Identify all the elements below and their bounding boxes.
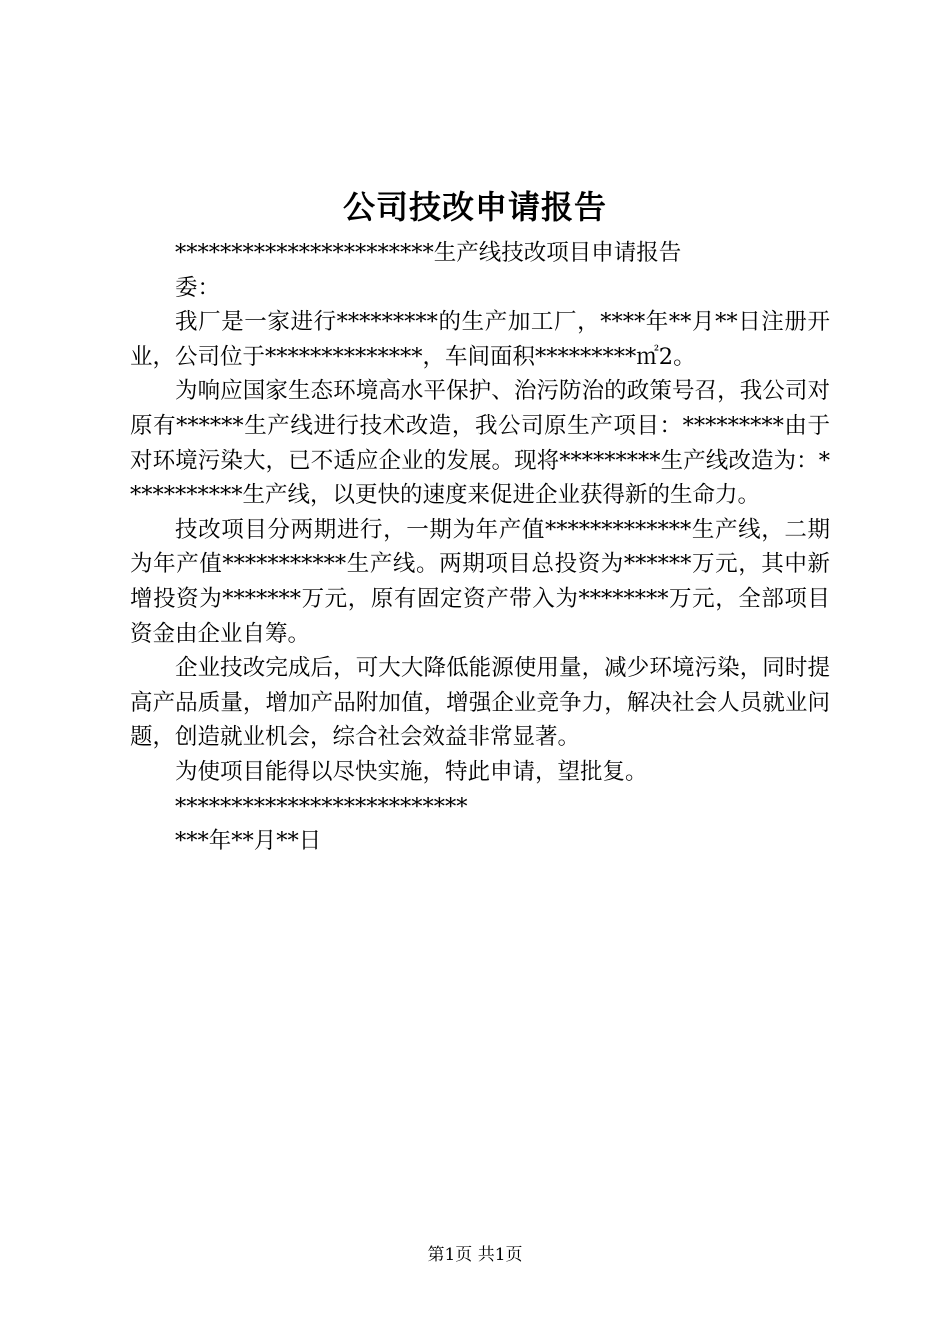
page-footer: 第1页 共1页	[427, 1245, 523, 1265]
document-title: 公司技改申请报告	[342, 188, 607, 226]
paragraph-investment: 技改项目分两期进行，一期为年产值*************生产线，二期为年产值***********生产线。两期项目总投资为******万元，其中新增投资为*******万元，原有固定资产带入为********万元，全部项目资金由企业自筹。	[130, 516, 830, 647]
paragraph-company-intro: 我厂是一家进行*********的生产加工厂，****年**月**日注册开业，公司位于**************，车间面积*********㎡2。	[130, 309, 830, 370]
paragraph-benefits: 企业技改完成后，可大大降低能源使用量，减少环境污染，同时提高产品质量，增加产品附加值，增强企业竞争力，解决社会人员就业问题，创造就业机会，综合社会效益非常显著。	[130, 655, 830, 751]
signature-line: **************************	[175, 793, 468, 820]
paragraph-project-purpose: 为响应国家生态环境高水平保护、治污防治的政策号召，我公司对原有******生产线进行技术改造，我公司原生产项目：*********由于对环境污染大，已不适应企业的发展。现将*********生产线改造为：***********生产线，以更快的速度来促进企业获得新的生命力。	[130, 378, 830, 509]
paragraph-addressee: 委：	[175, 274, 221, 301]
document-body	[130, 236, 830, 859]
paragraph-request: 为使项目能得以尽快实施，特此申请，望批复。	[175, 758, 648, 785]
paragraph-heading-line: ***********************生产线技改项目申请报告	[175, 240, 682, 266]
date-line: ***年**月**日	[175, 828, 322, 855]
